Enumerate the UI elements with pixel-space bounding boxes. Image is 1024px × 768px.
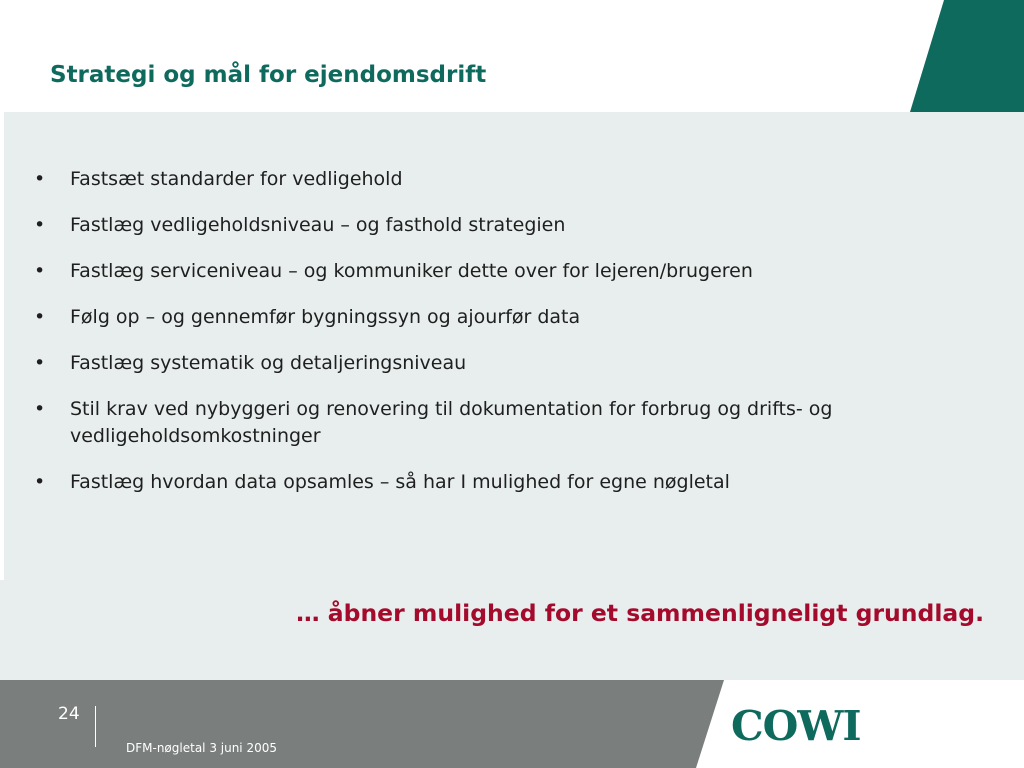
bullet-text: Fastlæg serviceniveau – og kommuniker dette over for lejeren/brugeren (70, 260, 753, 282)
bullet-marker: • (34, 260, 46, 282)
bullet-item (34, 212, 914, 239)
bullet-text: Fastlæg vedligeholdsniveau – og fasthold strategien (70, 214, 566, 236)
bullet-list (34, 166, 914, 515)
bullet-text: Fastlæg hvordan data opsamles – så har I mulighed for egne nøgletal (70, 471, 730, 493)
bullet-item (34, 304, 914, 331)
bullet-item (34, 469, 914, 496)
bullet-item (34, 166, 914, 193)
cowi-logo: COWI (731, 702, 861, 750)
bullet-marker: • (34, 398, 46, 420)
bullet-item (34, 396, 914, 450)
bullet-item (34, 350, 914, 377)
page-number: 24 (58, 704, 80, 724)
bullet-text: Fastsæt standarder for vedligehold (70, 168, 403, 190)
bullet-marker: • (34, 214, 46, 236)
bullet-marker: • (34, 471, 46, 493)
footer-divider (95, 706, 96, 747)
conclusion-tagline: … åbner mulighed for et sammenligneligt grundlag. (296, 599, 984, 627)
bullet-text: Fastlæg systematik og detaljeringsniveau (70, 352, 467, 374)
bullet-marker: • (34, 306, 46, 328)
bullet-text: Stil krav ved nybyggeri og renovering til dokumentation for forbrug og drifts- og vedligeholdsomkostninger (70, 398, 833, 447)
bullet-marker: • (34, 352, 46, 374)
bullet-item (34, 258, 914, 285)
slide-title: Strategi og mål for ejendomsdrift (50, 62, 487, 88)
bullet-text: Følg op – og gennemfør bygningssyn og ajourfør data (70, 306, 581, 328)
footer-text: DFM-nøgletal 3 juni 2005 (126, 741, 277, 755)
bullet-marker: • (34, 168, 46, 190)
content-panel (0, 112, 1024, 680)
